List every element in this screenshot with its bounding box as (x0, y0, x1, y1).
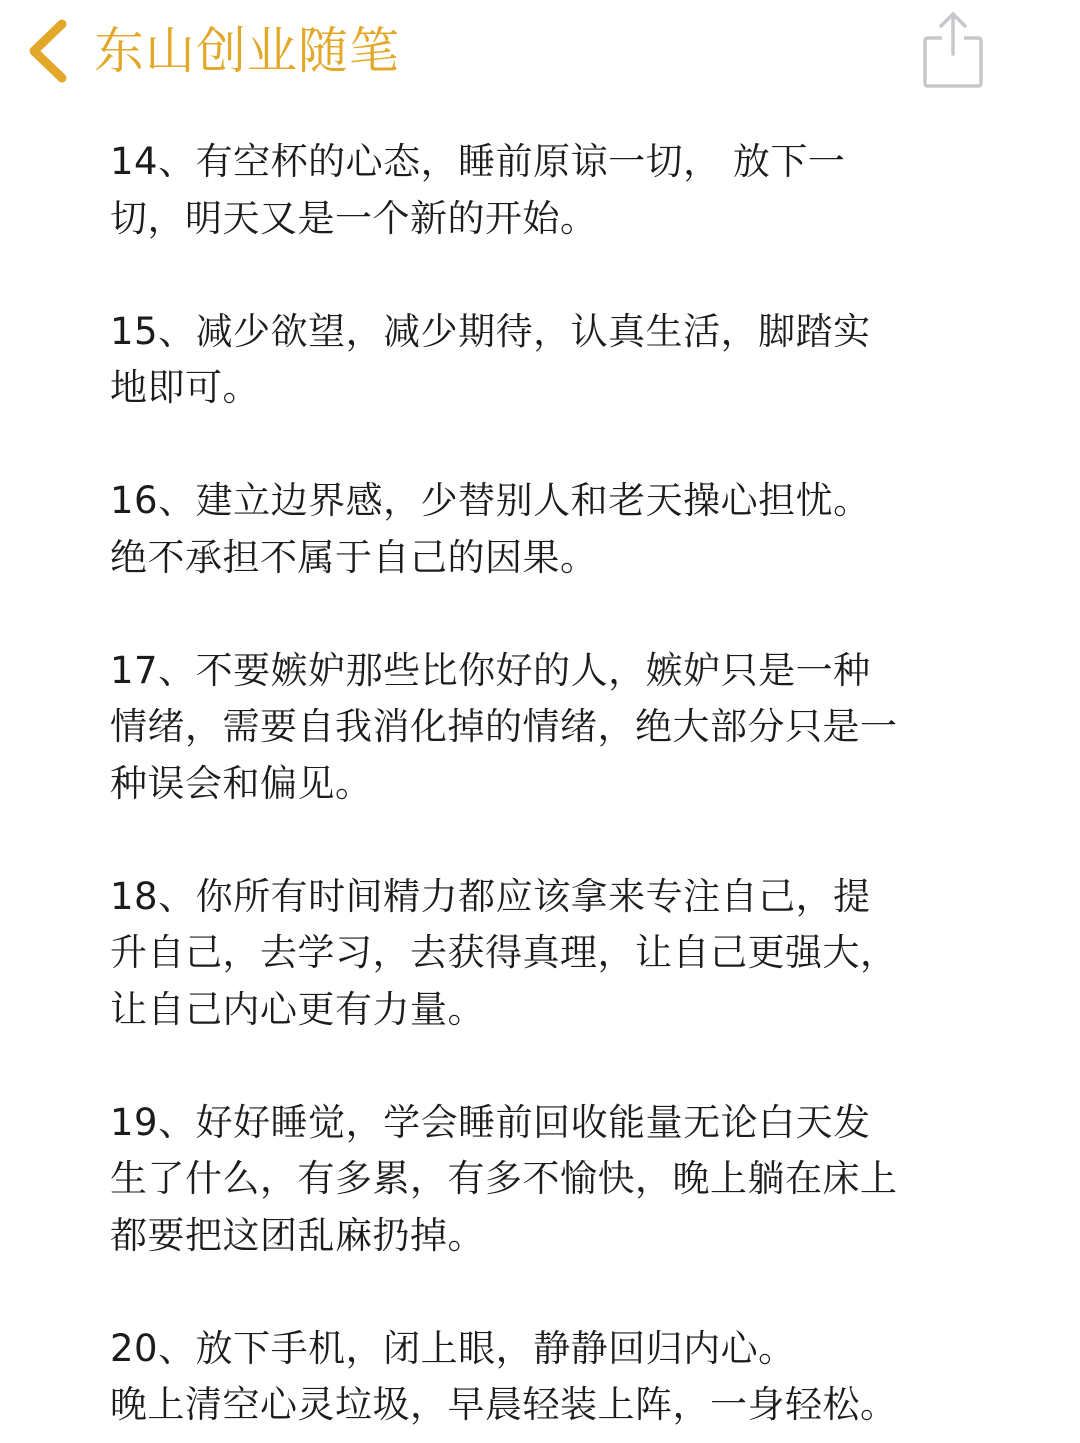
note-line: 让自己内心更有力量。 (110, 987, 485, 1031)
note-line: 绝不承担不属于自己的因果。 (110, 535, 598, 579)
note-line: 情绪，需要自我消化掉的情绪，绝大部分只是一 (110, 705, 898, 748)
note-paragraph (110, 134, 970, 247)
note-line: 17、不要嫉妒那些比你好的人，嫉妒只是一种 (110, 648, 871, 692)
note-paragraph (110, 473, 970, 586)
note-line: 16、建立边界感，少替别人和老天操心担忧。 (110, 479, 871, 522)
share-icon (918, 6, 988, 90)
back-button[interactable] (22, 16, 400, 86)
note-line: 14、有空杯的心态，睡前原谅一切， 放下一 (110, 140, 846, 183)
share-button[interactable] (918, 6, 988, 90)
note-paragraph (110, 869, 970, 1039)
navigation-bar (0, 0, 1080, 110)
note-paragraph (110, 643, 970, 813)
note-paragraph (110, 1321, 970, 1434)
note-line: 切，明天又是一个新的开始。 (110, 196, 598, 240)
chevron-left-icon (22, 18, 72, 84)
note-paragraph (110, 1095, 970, 1265)
note-line: 晚上清空心灵垃圾，早晨轻装上阵，一身轻松。 (110, 1383, 898, 1426)
note-line: 地即可。 (110, 366, 260, 409)
note-title: 东山创业随笔 (94, 22, 400, 80)
note-line: 升自己，去学习，去获得真理，让自己更强大， (110, 931, 898, 974)
note-body[interactable] (110, 134, 970, 1443)
note-line: 20、放下手机，闭上眼，静静回归内心。 (110, 1326, 796, 1370)
note-line: 19、好好睡觉，学会睡前回收能量无论白天发 (110, 1100, 871, 1144)
note-paragraph (110, 304, 970, 417)
note-line: 18、你所有时间精力都应该拿来专注自己，提 (110, 874, 871, 918)
note-line: 15、减少欲望，减少期待，认真生活，脚踏实 (110, 309, 871, 353)
note-line: 生了什么，有多累，有多不愉快，晚上躺在床上 (110, 1157, 898, 1200)
note-line: 都要把这团乱麻扔掉。 (110, 1213, 485, 1257)
note-line: 种误会和偏见。 (110, 761, 373, 805)
